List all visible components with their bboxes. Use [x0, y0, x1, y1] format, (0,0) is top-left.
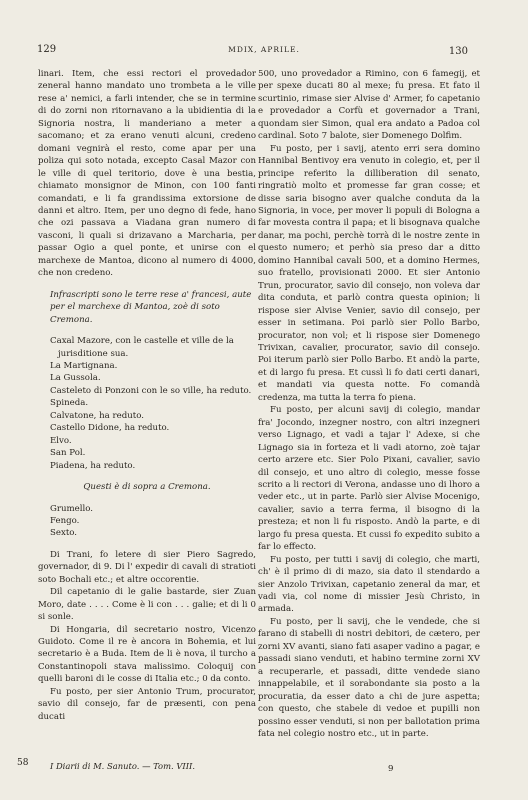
signature-mark: 9	[388, 764, 394, 774]
list-item: Sexto.	[50, 528, 78, 539]
paragraph: linari. Item, che essi rectori el provedador zeneral hanno mandato uno trombeta a le ville rese a' nemici, a farli intender, che se in termine di do zorni non ritornavano a la ubidientia di la Signoria nostra, li manderiano a meter a sacomano; et za erano venuti alcuni, credeno domani vegnirà el resto, come apar per una poliza qui soto notada, excepto Casal Mazor con le ville di quel teritorio, dove è una bestia, chiamato monsignor de Minon, con 100 fanti comandati, e li fa grandissima extorsione de danni et altro. Item, per uno degno di fede, hano che ozi passava a Viadana gran numero di vasconi, li quali si drizavano a Marcharia, per passar Ogio a quel ponte, et unirse con el marchexe de Mantoa, dicono al numero di 4000, che non credeno.	[38, 69, 256, 279]
list-item: Piadena, ha reduto.	[50, 460, 136, 471]
list-item: La Martignana.	[50, 360, 118, 371]
running-header	[0, 44, 528, 58]
page-number-right: 130	[448, 46, 468, 57]
paragraph: 500, uno provedador a Rimino, con 6 famegij, et per spexe ducati 80 al mexe; fu presa. Et fato il scurtinio, rimase sier Alvise d' Armer, fo capetanio e provedador a Corfù et governador a Trani, quondam sier Simon, qual era andato a Padoa col cardinal. Soto 7 balote, sier Domenego Dolfim.	[258, 69, 480, 142]
footer-source: I Diarii di M. Sanuto. — Tom. VIII.	[50, 761, 195, 771]
paragraph: Fu posto, per sier Antonio Trum, procurator, savio dil consejo, far de præsenti, con pena ducati	[38, 686, 256, 722]
paragraph: Di Hongaria, dil secretario nostro, Vicenzo Guidoto. Come il re è ancora in Bohemia, et lui secretario è a Buda. Item de li è nova, il turcho a Constantinopoli stava malissimo. Coloquij con quelli baroni di le cosse di Italia etc.; 0 da conto.	[38, 624, 256, 685]
subheading: Questi è di sopra a Cremona.	[83, 482, 211, 493]
paragraph: Di Trani, fo letere di sier Piero Sagredo, governador, di 9. Di l' expedir di cavali di stratioti soto Bochali etc.; et altre occorentie.	[38, 549, 256, 585]
list-item: Casteleto di Ponzoni con le so ville, ha reduto.	[50, 385, 252, 396]
paragraph: Fu posto, per tutti i savij di colegio, che marti, ch' è il primo di di mazo, sia dato il stendardo a sier Anzolo Trivixan, capetanio zeneral da mar, et vadi via, col nome di missier Jesù Christo, in armada.	[258, 554, 480, 615]
list-item: Caxal Mazore, con le castelle et ville de la jurisditione sua.	[50, 336, 234, 359]
paragraph: Dil capetanio di le galie bastarde, sier Zuan Moro, date . . . . Come è li con . . . galie; et di li 0 si sonle.	[38, 587, 256, 623]
list-item: Elvo.	[50, 435, 72, 446]
paragraph: Fu posto, per alcuni savij di colegio, mandar fra' Jocondo, inzegner nostro, con altri inzegneri verso Lignago, et vadi a tajar l' Adexe, si che Lignago sia in forteza et li vadi atorno, zoè tajar certo arzere etc. Sier Polo Pixani, cavalier, savio dil consejo, et uno altro di colegio, messe fosse scrito a li rectori di Verona, andasse uno di lhoro a veder etc., ut in parte. Parlò sier Alvise Mocenigo, cavalier, savio a terra ferma, il bisogno di la presteza; et non li fu risposto. Andò la parte, e di largo fu presa questa. Et cussi fo expedito subito a far lo effecto.	[258, 405, 480, 553]
list-item: Castello Didone, ha reduto.	[50, 423, 170, 434]
left-column	[38, 68, 256, 723]
right-column	[258, 68, 480, 740]
running-title: MDIX, APRILE.	[228, 45, 300, 54]
page-number-left: 129	[37, 44, 57, 55]
list-item: La Gussola.	[50, 373, 101, 384]
list-item: Grumello.	[50, 503, 93, 514]
list-item: Calvatone, ha reduto.	[50, 410, 144, 421]
section-heading: Infrascripti sono le terre rese a' francesi, aute per el marchexe di Mantoa, zoè di soto Cremona.	[50, 289, 252, 325]
list-item: Spineda.	[50, 398, 89, 409]
list-item: San Pol.	[50, 448, 86, 459]
list-places-below-cremona	[38, 335, 256, 472]
list-places-above-cremona	[38, 503, 256, 540]
paragraph: Fu posto, per i savij, atento erri sera domino Hannibal Bentivoy era venuto in colegio, et, per il principe referito la dilliberation dil senato, ringratiò molto et promesse far gran cosse; et disse saria bisogno aver qualche conduta da la Signoria, in voce, per mover li populi di Bologna a far movesta contra il papa; et li bisognava qualche danar, ma pochi, perchè torrà di le nostre zente in questo numero; et perhò sia preso dar a ditto domino Hannibal cavali 500, et a domino Hermes, suo fratello, provisionati 2000. Et sier Antonio Trun, procurator, savio dil consejo, non voleva dar dita conduta, et parlò contra questa opinion; li rispose sier Alvise Venier, savio dil consejo, per esser in setimana. Poi parlò sier Pollo Barbo, procurator, non vol; et li rispose sier Domenego Trivixan, cavalier, procurator, savio dil consejo. Poi iterum parlò sier Pollo Barbo. Et andò la parte, et di largo fu presa. Et cussì li fo dati certi danari, et mandati via questa notte. Fo comandà credenza, ma tutta la terra fo piena.	[258, 143, 480, 403]
margin-number: 58	[17, 758, 29, 768]
paragraph: Fu posto, per li savij, che le vendede, che si farano di stabelli di nostri debitori, de cætero, per zorni XV avanti, siano fati asaper vadino a pagar, e passadi siano venduti, et habino termine zorni XV a recuperarle, et passadi, ditte vendede siano innappelabile, et il sorabondante sia posto a la procuratia, da esser dato a chi de jure aspetta; con questo, che stabele di vedoe et pupilli non possino esser venduti, si non per ballotation prima fata nel colegio nostro etc., ut in parte.	[258, 616, 480, 740]
list-item: Fengo.	[50, 515, 80, 526]
